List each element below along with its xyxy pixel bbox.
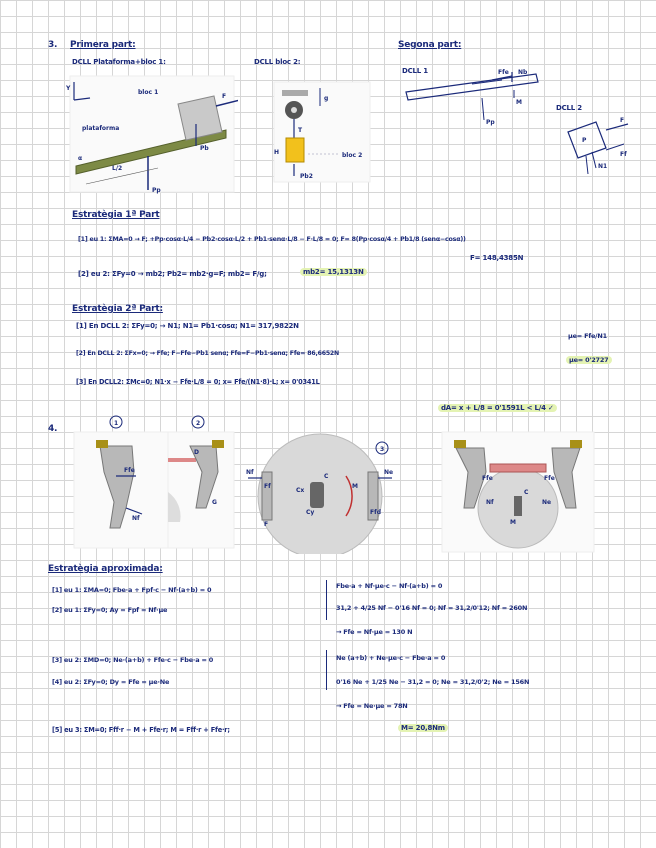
approx-right-5: 0'16 Ne + 1/25 Ne − 31,2 = 0; Ne = 31,2/0'2; Ne = 156N [336,678,530,686]
platform-force-f: F [222,93,227,100]
circle-2-label: 2 [196,420,201,427]
platform-l2: L/2 [112,165,123,172]
platform-block-label: bloc 1 [138,89,159,96]
fig3-ff: Ff [264,483,271,490]
strategy2-mu-result: μe= 0'2727 [566,356,612,364]
fig4-ne: Ne [542,499,552,506]
block2-h: H [274,149,280,156]
block2-t: T [298,127,303,134]
platform-pp: Pp [152,187,161,194]
bracket-line-2 [326,650,327,690]
dcll2-ff: Ff [620,151,627,158]
fig4-ffe: Ffe [482,475,493,482]
dcll-platform-title: DCLL Plataforma+bloc 1: [72,58,166,66]
strategy1-title: Estratègia 1ª Part [72,210,160,220]
bracket-line-1 [326,580,327,620]
block2-g: g [324,95,329,102]
platform-pb: Pb [200,145,209,152]
block2-figure [272,80,372,184]
dcll2-n1: N1 [598,163,608,170]
dcll1-nb: Nb [518,69,528,76]
approx-left-eq4: [4] eu 2: ΣFy=0; Dy = Ffe = μe·Ne [52,678,170,686]
platform-alpha: α [78,155,83,162]
strategy2-eq2: [2] En DCLL 2: ΣFx=0; → Ffe; F−Ffe−Pb1 senα; Ffe=F−Pb1·senα; Ffe= 86,6652N [76,350,340,357]
approx-final-result: M= 20,8Nm [398,724,448,732]
dcll-block2-title: DCLL bloc 2: [254,58,301,66]
strategy2-mu-formula: μe= Ffe/N1 [568,332,607,340]
fig1-ffe: Ffe [124,467,135,474]
fig3-cy: Cy [306,509,315,516]
platform-label: plataforma [82,125,120,132]
fig3-nf: Nf [246,469,254,476]
fig3-ne: Ne [384,469,394,476]
second-part-dcll2-figure [562,112,636,178]
fig3-cx: Cx [296,487,305,494]
approx-left-eq3: [3] eu 2: ΣMD=0; Ne·(a+b) + Ffe·c − Fbe·a = 0 [52,656,214,664]
fig4-m: M [510,519,516,526]
fig2-d: D [194,449,199,456]
approx-right-1: Fbe·a + Nf·μe·c − Nf·(a+b) = 0 [336,582,443,590]
problem-number-4: 4. [48,424,58,434]
strategy2-eq1: [1] En DCLL 2: ΣFy=0; → N1; N1= Pb1·cosα; N1= 317,9822N [76,322,299,330]
dcll1-pp: Pp [486,119,495,126]
brake-figures [70,412,650,554]
approx-final-eq: [5] eu 3: ΣM=0; Fff·r − M + Ffe·r; M = Fff·r + Ffe·r; [52,726,230,734]
approx-right-2: 31,2 + 4/25 Nf − 0'16 Nf = 0; Nf = 31,2/0'12; Nf = 260N [336,604,528,612]
dcll2-p: P [582,137,587,144]
fig2-g: G [212,499,217,506]
approx-right-4: Ne (a+b) + Ne·μe·c − Fbe·a = 0 [336,654,446,662]
strategy1-eq2-result: mb2= 15,1313N [300,268,367,276]
fig4-ffe2: Ffe [544,475,555,482]
strategy-approx-title: Estratègia aproximada: [48,564,163,574]
first-part-title: Primera part: [70,40,136,50]
second-part-title: Segona part: [398,40,462,50]
dcll1-ffe: Ffe [498,69,509,76]
strategy1-eq2: [2] eu 2: ΣFy=0 → mb2; Pb2= mb2·g=F; mb2= F/g; [78,270,267,278]
approx-right-3: → Ffe = Nf·μe = 130 N [336,628,413,636]
fig4-nf: Nf [486,499,494,506]
approx-left-eq1: [1] eu 1: ΣMA=0; Fbe·a + Fpf·c − Nf·(a+b) = 0 [52,586,212,594]
platform-figure [66,72,238,196]
strategy2-eq3-result: dA= x + L/8 = 0'1591L < L/4 ✓ [438,404,557,412]
fig3-m: M [352,483,358,490]
strategy1-eq1-result: F= 148,4385N [470,254,524,262]
block2-label: bloc 2 [342,152,363,159]
block2-pb2: Pb2 [300,173,313,180]
strategy2-title: Estratègia 2ª Part: [72,304,163,314]
strategy1-eq1: [1] eu 1: ΣMA=0 → F; +Pp·cosα·L/4 − Pb2·cosα·L/2 + Pb1·senα·L/8 − F·L/8 = 0; F= 8(Pp·cosα/4 + Pb1/8 (senα−cosα)) [78,236,466,243]
approx-right-6: → Ffe = Ne·μe = 78N [336,702,408,710]
dcll1-m: M [516,99,522,106]
fig3-f: F [264,521,269,528]
circle-1-label: 1 [114,420,119,427]
circle-3-label: 3 [380,446,385,453]
second-part-dcll1-figure [402,68,542,126]
platform-y-label: Y [66,85,71,92]
fig1-nf: Nf [132,515,140,522]
dcll1-label: DCLL 1 [402,67,428,75]
fig3-c: C [324,473,329,480]
fig3-ffd: Ffd [370,509,382,516]
approx-left-eq2: [2] eu 1: ΣFy=0; Ay = Fpf = Nf·μe [52,606,168,614]
strategy2-eq3: [3] En DCLL2: ΣMc=0; N1·x − Ffe·L/8 = 0; x= Ffe/(N1·8)·L; x= 0'0341L [76,378,320,386]
problem-number-3: 3. [48,40,58,50]
dcll2-label: DCLL 2 [556,104,582,112]
dcll2-f: F [620,117,625,124]
fig4-c: C [524,489,529,496]
